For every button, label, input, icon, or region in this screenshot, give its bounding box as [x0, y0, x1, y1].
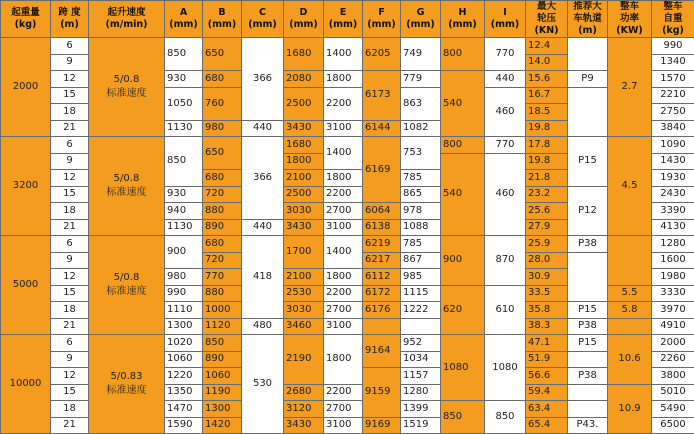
dim-E-cell: 2700 — [324, 302, 363, 319]
power-cell: 4.5 — [608, 137, 652, 236]
dim-B-cell: 770 — [203, 269, 242, 286]
dim-G-cell: 952 — [401, 335, 441, 352]
weight-cell: 6500 — [652, 417, 694, 434]
weight-cell: 4910 — [652, 318, 694, 335]
dim-E-cell: 2700 — [324, 401, 363, 418]
rail-cell: P12 — [568, 186, 608, 236]
dim-G-cell: 1280 — [401, 384, 441, 401]
capacity-cell: 10000 — [1, 335, 51, 434]
span-cell: 21 — [51, 219, 89, 236]
dim-C-cell: 366 — [242, 137, 284, 220]
header-capacity: 起重量 (kg) — [1, 1, 51, 38]
dim-H-cell: 1080 — [441, 335, 485, 401]
span-cell: 9 — [51, 252, 89, 269]
dim-F-cell: 6173 — [363, 71, 401, 121]
weight-cell: 2000 — [652, 335, 694, 352]
weight-cell: 2750 — [652, 104, 694, 121]
dim-B-cell: 680 — [203, 71, 242, 88]
rail-cell — [568, 351, 608, 368]
span-cell: 12 — [51, 71, 89, 88]
max-wheel-load-cell: 17.8 — [526, 137, 568, 154]
dim-B-cell: 1190 — [203, 384, 242, 401]
header-G: G (mm) — [401, 1, 441, 38]
dim-I-cell: 770 — [485, 137, 526, 154]
max-wheel-load-cell: 19.8 — [526, 120, 568, 137]
weight-cell: 1980 — [652, 269, 694, 286]
dim-C-cell: 366 — [242, 38, 284, 121]
dim-H-cell: 540 — [441, 153, 485, 236]
span-cell: 6 — [51, 236, 89, 253]
span-cell: 21 — [51, 318, 89, 335]
dim-B-cell: 650 — [203, 38, 242, 71]
capacity-cell: 2000 — [1, 38, 51, 137]
lift-speed-cell: 5/0.8 标准速度 — [89, 236, 165, 335]
span-cell: 15 — [51, 384, 89, 401]
power-cell: 10.6 — [608, 335, 652, 385]
dim-C-cell: 440 — [242, 219, 284, 236]
span-cell: 6 — [51, 38, 89, 55]
weight-cell: 4130 — [652, 219, 694, 236]
dim-A-cell: 930 — [165, 186, 203, 203]
weight-cell: 1430 — [652, 153, 694, 170]
dim-E-cell: 3100 — [324, 120, 363, 137]
dim-E-cell: 2200 — [324, 384, 363, 401]
table-row — [1, 335, 694, 352]
rail-cell: P38 — [568, 318, 608, 335]
table-row — [1, 236, 694, 253]
dim-D-cell: 3120 — [284, 401, 324, 418]
dim-E-cell: 2200 — [324, 87, 363, 120]
lift-speed-cell: 5/0.83 标准速度 — [89, 335, 165, 434]
dim-E-cell: 1400 — [324, 137, 363, 170]
max-wheel-load-cell: 38.3 — [526, 318, 568, 335]
dim-D-cell: 1800 — [284, 153, 324, 170]
dim-A-cell: 930 — [165, 71, 203, 88]
max-wheel-load-cell: 15.6 — [526, 71, 568, 88]
dim-G-cell: 779 — [401, 71, 441, 88]
header-lift-speed: 起升速度 (m/min) — [89, 1, 165, 38]
dim-G-cell: 785 — [401, 236, 441, 253]
dim-F-cell: 6064 — [363, 203, 401, 220]
max-wheel-load-cell: 51.9 — [526, 351, 568, 368]
dim-D-cell: 1680 — [284, 137, 324, 154]
dim-E-cell: 1400 — [324, 236, 363, 269]
dim-G-cell: 978 — [401, 203, 441, 220]
max-wheel-load-cell: 18.5 — [526, 104, 568, 121]
dim-F-cell: 6176 — [363, 302, 401, 319]
dim-A-cell: 1470 — [165, 401, 203, 418]
header-H: H (mm) — [441, 1, 485, 38]
dim-A-cell: 900 — [165, 236, 203, 269]
dim-G-cell: 1157 — [401, 368, 441, 385]
dim-D-cell: 3460 — [284, 318, 324, 335]
weight-cell: 2430 — [652, 186, 694, 203]
weight-cell: 990 — [652, 38, 694, 55]
dim-G-cell: 865 — [401, 186, 441, 203]
dim-B-cell: 720 — [203, 252, 242, 269]
dim-E-cell: 1400 — [324, 38, 363, 71]
dim-B-cell: 1420 — [203, 417, 242, 434]
dim-B-cell: 1060 — [203, 368, 242, 385]
max-wheel-load-cell: 12.4 — [526, 38, 568, 55]
span-cell: 9 — [51, 351, 89, 368]
dim-B-cell: 760 — [203, 87, 242, 120]
header-C: C (mm) — [242, 1, 284, 38]
dim-B-cell: 680 — [203, 236, 242, 253]
dim-D-cell: 2530 — [284, 285, 324, 302]
max-wheel-load-cell: 63.4 — [526, 401, 568, 418]
dim-F-cell: 6144 — [363, 120, 401, 137]
max-wheel-load-cell: 21.8 — [526, 170, 568, 187]
weight-cell: 5490 — [652, 401, 694, 418]
weight-cell: 1600 — [652, 252, 694, 269]
dim-D-cell: 2500 — [284, 186, 324, 203]
max-wheel-load-cell: 23.2 — [526, 186, 568, 203]
dim-I-cell: 460 — [485, 153, 526, 236]
span-cell: 6 — [51, 335, 89, 352]
dim-D-cell: 3430 — [284, 219, 324, 236]
dim-G-cell: 1034 — [401, 351, 441, 368]
max-wheel-load-cell: 56.6 — [526, 368, 568, 385]
table-row — [1, 38, 694, 55]
dim-G-cell: 753 — [401, 137, 441, 170]
weight-cell: 1090 — [652, 137, 694, 154]
header-row — [1, 1, 694, 38]
max-wheel-load-cell: 27.9 — [526, 219, 568, 236]
span-cell: 15 — [51, 186, 89, 203]
dim-D-cell: 1680 — [284, 38, 324, 71]
span-cell: 9 — [51, 153, 89, 170]
header-span: 跨 度 (m) — [51, 1, 89, 38]
dim-H-cell: 800 — [441, 38, 485, 71]
rail-cell: P38 — [568, 368, 608, 385]
weight-cell: 5010 — [652, 384, 694, 401]
capacity-cell: 3200 — [1, 137, 51, 236]
header-F: F (mm) — [363, 1, 401, 38]
dim-A-cell: 1060 — [165, 351, 203, 368]
power-cell — [608, 236, 652, 286]
dim-F-cell: 6172 — [363, 285, 401, 302]
dim-D-cell: 3430 — [284, 417, 324, 434]
dim-D-cell: 3030 — [284, 302, 324, 319]
max-wheel-load-cell: 65.4 — [526, 417, 568, 434]
dim-E-cell: 1800 — [324, 335, 363, 385]
dim-D-cell: 3430 — [284, 120, 324, 137]
power-cell: 5.8 — [608, 302, 652, 319]
weight-cell: 3970 — [652, 302, 694, 319]
dim-F-cell: 6169 — [363, 137, 401, 203]
dim-E-cell: 1800 — [324, 170, 363, 187]
dim-A-cell: 980 — [165, 269, 203, 286]
dim-A-cell: 1130 — [165, 120, 203, 137]
max-wheel-load-cell: 35.8 — [526, 302, 568, 319]
dim-B-cell: 880 — [203, 203, 242, 220]
weight-cell: 1570 — [652, 71, 694, 88]
capacity-cell: 5000 — [1, 236, 51, 335]
dim-C-cell: 440 — [242, 120, 284, 137]
max-wheel-load-cell: 14.0 — [526, 54, 568, 71]
dim-D-cell: 3030 — [284, 203, 324, 220]
max-wheel-load-cell: 59.4 — [526, 384, 568, 401]
dim-G-cell: 1088 — [401, 219, 441, 236]
max-wheel-load-cell: 47.1 — [526, 335, 568, 352]
span-cell: 6 — [51, 137, 89, 154]
dim-F-cell: 9164 — [363, 335, 401, 368]
dim-H-cell: 850 — [441, 401, 485, 434]
dim-G-cell: 1115 — [401, 285, 441, 302]
dim-G-cell: 785 — [401, 170, 441, 187]
dim-A-cell: 850 — [165, 38, 203, 71]
weight-cell: 3800 — [652, 368, 694, 385]
dim-E-cell: 1800 — [324, 71, 363, 88]
header-rail: 推荐大 车轨道 (m) — [568, 1, 608, 38]
dim-B-cell: 650 — [203, 137, 242, 170]
rail-cell: P43. — [568, 417, 608, 434]
max-wheel-load-cell: 33.5 — [526, 285, 568, 302]
header-power: 整车 功率 (KW) — [608, 1, 652, 38]
max-wheel-load-cell: 25.9 — [526, 236, 568, 253]
dim-G-cell: 749 — [401, 38, 441, 71]
weight-cell: 1280 — [652, 236, 694, 253]
dim-G-cell: 867 — [401, 252, 441, 269]
dim-E-cell: 1800 — [324, 269, 363, 286]
dim-G-cell: 985 — [401, 269, 441, 286]
dim-F-cell: 6217 — [363, 252, 401, 269]
header-weight: 整车 自重 (kg) — [652, 1, 694, 38]
weight-cell: 2210 — [652, 87, 694, 104]
span-cell: 12 — [51, 368, 89, 385]
weight-cell: 3840 — [652, 120, 694, 137]
dim-B-cell: 680 — [203, 170, 242, 187]
dim-A-cell: 1050 — [165, 87, 203, 120]
lift-speed-cell: 5/0.8 标准速度 — [89, 38, 165, 137]
rail-cell — [568, 38, 608, 71]
max-wheel-load-cell: 16.7 — [526, 87, 568, 104]
dim-B-cell: 1000 — [203, 302, 242, 319]
dim-C-cell: 530 — [242, 335, 284, 434]
dim-I-cell: 610 — [485, 285, 526, 335]
lift-speed-cell: 5/0.8 标准速度 — [89, 137, 165, 236]
power-cell: 2.7 — [608, 38, 652, 137]
dim-A-cell: 1590 — [165, 417, 203, 434]
dim-F-cell: 6112 — [363, 269, 401, 286]
dim-B-cell: 1120 — [203, 318, 242, 335]
dim-I-cell: 870 — [485, 236, 526, 286]
span-cell: 21 — [51, 120, 89, 137]
weight-cell: 1930 — [652, 170, 694, 187]
span-cell: 15 — [51, 87, 89, 104]
dim-B-cell: 720 — [203, 186, 242, 203]
dim-B-cell: 980 — [203, 120, 242, 137]
power-cell — [608, 318, 652, 335]
dim-C-cell: 418 — [242, 236, 284, 319]
dim-E-cell: 2200 — [324, 285, 363, 302]
dim-G-cell — [401, 318, 441, 335]
weight-cell: 3390 — [652, 203, 694, 220]
dim-A-cell: 990 — [165, 285, 203, 302]
dim-C-cell: 480 — [242, 318, 284, 335]
header-max-wheel-load: 最大 轮压 (KN) — [526, 1, 568, 38]
span-cell: 12 — [51, 170, 89, 187]
rail-cell — [568, 87, 608, 137]
dim-B-cell: 1300 — [203, 401, 242, 418]
dim-A-cell: 940 — [165, 203, 203, 220]
header-D: D (mm) — [284, 1, 324, 38]
dim-G-cell: 1399 — [401, 401, 441, 418]
dim-A-cell: 1350 — [165, 384, 203, 401]
dim-F-cell: 6138 — [363, 219, 401, 236]
span-cell: 18 — [51, 401, 89, 418]
dim-E-cell: 3100 — [324, 417, 363, 434]
dim-E-cell: 2700 — [324, 203, 363, 220]
max-wheel-load-cell: 25.6 — [526, 203, 568, 220]
span-cell: 18 — [51, 302, 89, 319]
power-cell: 10.9 — [608, 384, 652, 434]
dim-I-cell: 460 — [485, 87, 526, 137]
power-cell: 5.5 — [608, 285, 652, 302]
dim-E-cell: 2200 — [324, 186, 363, 203]
dim-D-cell: 2190 — [284, 335, 324, 385]
header-E: E (mm) — [324, 1, 363, 38]
dim-F-cell — [363, 318, 401, 335]
rail-cell — [568, 252, 608, 302]
dim-E-cell: 3100 — [324, 219, 363, 236]
dim-A-cell: 850 — [165, 137, 203, 187]
dim-H-cell: 800 — [441, 137, 485, 154]
span-cell: 21 — [51, 417, 89, 434]
dim-I-cell: 850 — [485, 401, 526, 434]
span-cell: 15 — [51, 285, 89, 302]
dim-D-cell: 1700 — [284, 236, 324, 269]
dim-I-cell: 440 — [485, 71, 526, 88]
dim-D-cell: 2100 — [284, 170, 324, 187]
dim-D-cell: 2080 — [284, 71, 324, 88]
weight-cell: 1340 — [652, 54, 694, 71]
table-row — [1, 137, 694, 154]
rail-cell: P15 — [568, 137, 608, 187]
weight-cell: 2260 — [652, 351, 694, 368]
max-wheel-load-cell: 30.9 — [526, 269, 568, 286]
dim-B-cell: 880 — [203, 285, 242, 302]
rail-cell: P9 — [568, 71, 608, 88]
dim-F-cell: 6219 — [363, 236, 401, 253]
dim-A-cell: 1220 — [165, 368, 203, 385]
dim-D-cell: 2500 — [284, 87, 324, 120]
rail-cell: P38 — [568, 236, 608, 253]
dim-B-cell: 850 — [203, 335, 242, 352]
rail-cell: P15 — [568, 302, 608, 319]
dim-D-cell: 2680 — [284, 384, 324, 401]
span-cell: 18 — [51, 203, 89, 220]
dim-G-cell: 1519 — [401, 417, 441, 434]
dim-G-cell: 863 — [401, 87, 441, 120]
dim-G-cell: 1082 — [401, 120, 441, 137]
max-wheel-load-cell: 28.0 — [526, 252, 568, 269]
dim-A-cell: 1020 — [165, 335, 203, 352]
header-A: A (mm) — [165, 1, 203, 38]
dim-I-cell: 1080 — [485, 335, 526, 401]
dim-F-cell: 9159 — [363, 368, 401, 418]
dim-F-cell: 6205 — [363, 38, 401, 71]
max-wheel-load-cell: 19.8 — [526, 153, 568, 170]
dim-D-cell: 2100 — [284, 269, 324, 286]
dim-H-cell: 900 — [441, 236, 485, 286]
weight-cell: 3330 — [652, 285, 694, 302]
dim-F-cell: 9169 — [363, 417, 401, 434]
dim-A-cell: 1130 — [165, 219, 203, 236]
span-cell: 12 — [51, 269, 89, 286]
header-I: I (mm) — [485, 1, 526, 38]
header-B: B (mm) — [203, 1, 242, 38]
dim-A-cell: 1300 — [165, 318, 203, 335]
dim-G-cell: 1222 — [401, 302, 441, 319]
dim-A-cell: 1110 — [165, 302, 203, 319]
dim-B-cell: 890 — [203, 351, 242, 368]
rail-cell — [568, 384, 608, 401]
span-cell: 18 — [51, 104, 89, 121]
dim-E-cell: 3100 — [324, 318, 363, 335]
span-cell: 9 — [51, 54, 89, 71]
dim-H-cell: 620 — [441, 285, 485, 335]
dim-I-cell: 770 — [485, 38, 526, 71]
dim-B-cell: 890 — [203, 219, 242, 236]
dim-H-cell: 540 — [441, 71, 485, 137]
rail-cell: P15 — [568, 335, 608, 352]
